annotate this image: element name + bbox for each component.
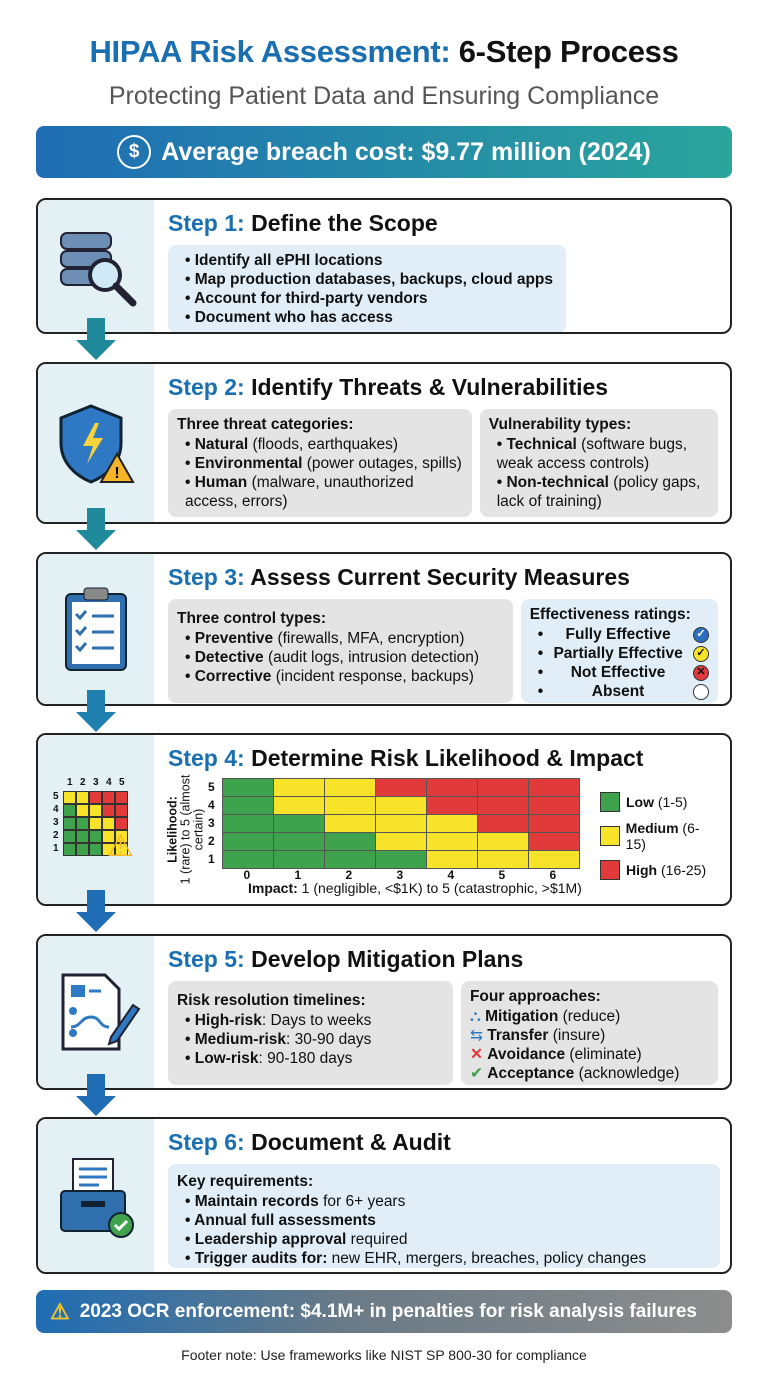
list-item: • Environmental (power outages, spills) [177, 454, 463, 473]
heatmap-cell [222, 850, 274, 869]
footer-note: Footer note: Use frameworks like NIST SP 800-30 for compliance [181, 1347, 587, 1363]
heatmap-cell [528, 814, 580, 833]
matrix-cell [89, 843, 102, 856]
heatmap-cell [324, 832, 376, 851]
heatmap-cell [375, 832, 427, 851]
matrix-cell [76, 804, 89, 817]
step-5-title: Step 5: Develop Mitigation Plans [168, 946, 524, 972]
x-tick-label: 4 [447, 868, 455, 882]
list-item: • Natural (floods, earthquakes) [177, 435, 463, 454]
heatmap-cell [426, 778, 478, 797]
y-axis-label: Likelihood: 1 (rare) to 5 (almost certain) [165, 774, 206, 885]
list-item: • Account for third-party vendors [177, 289, 557, 308]
matrix-cell [63, 804, 76, 817]
list-item: • Absent [530, 682, 709, 701]
heatmap-cell [375, 796, 427, 815]
heatmap-cell [477, 796, 529, 815]
hierarchy-icon: ⛬ [469, 1008, 481, 1025]
matrix-row-label: 4 [53, 803, 59, 815]
heatmap-cell [273, 832, 325, 851]
matrix-cell [76, 817, 89, 830]
control-types: Three control types: • Preventive (firewalls, MFA, encryption) • Detective (audit logs, intrusion detection) • Corrective (incident response, backups) [168, 599, 513, 703]
step-4-card [36, 733, 732, 906]
step-2-title: Step 2: Identify Threats & Vulnerabilities [168, 374, 609, 400]
four-approaches: Four approaches: ⛬ Mitigation (reduce) ⇆ Transfer (insure) ✕ Avoidance (eliminate) ✔ Acceptance (acknowledge) [461, 981, 718, 1085]
heatmap-cell [477, 850, 529, 869]
legend-item: High (16-25) [600, 860, 718, 880]
list-item: ⇆ Transfer (insure) [469, 1027, 606, 1044]
page-subtitle: Protecting Patient Data and Ensuring Compliance [108, 82, 660, 110]
scope-list [168, 245, 566, 333]
matrix-cell [115, 804, 128, 817]
matrix-cell [89, 817, 102, 830]
matrix-cell [89, 804, 102, 817]
heatmap-cell [375, 814, 427, 833]
heatmap-cell [222, 814, 274, 833]
list-item: • Corrective (incident response, backups) [177, 667, 504, 686]
heatmap-cell [324, 850, 376, 869]
list-item: • Detective (audit logs, intrusion detection) [177, 648, 504, 667]
list-item: • High-risk: Days to weeks [177, 1011, 444, 1030]
down-arrow-icon [76, 690, 116, 732]
matrix-col-label: 4 [106, 776, 112, 788]
heatmap-cell [222, 832, 274, 851]
key-requirements: Key requirements: • Maintain records for 6+ years • Annual full assessments • Leadership approval required • Trigger audits for: new EHR, mergers, breaches, policy changes [168, 1164, 720, 1268]
matrix-cell [115, 791, 128, 804]
heatmap-cell [477, 778, 529, 797]
list-item: • Low-risk: 90-180 days [177, 1049, 444, 1068]
y-tick-label: 1 [208, 852, 215, 866]
matrix-col-label: 5 [119, 776, 125, 788]
breach-cost-banner: $ Average breach cost: $9.77 million (2024) [36, 126, 732, 178]
list-item: ⛬ Mitigation (reduce) [469, 1008, 621, 1025]
y-tick-label: 4 [208, 798, 215, 812]
list-item: • Map production databases, backups, cloud apps [177, 270, 557, 289]
list-item: • Identify all ePHI locations [177, 251, 557, 270]
heatmap-cell [273, 778, 325, 797]
list-item: • Document who has access [177, 308, 557, 327]
x-tick-label: 2 [345, 868, 353, 882]
vulnerability-types: Vulnerability types: • Technical (software bugs, weak access controls) • Non-technical (policy gaps, lack of training) [480, 409, 718, 517]
database-search-icon [38, 200, 154, 332]
legend-item: Medium (6-15) [600, 820, 718, 852]
x-axis-label: Impact: 1 (negligible, <$1K) to 5 (catastrophic, >$1M) [248, 880, 582, 896]
matrix-cell [89, 791, 102, 804]
risk-heatmap [165, 774, 718, 896]
step-1-title: Step 1: Define the Scope [168, 210, 438, 236]
matrix-cell [102, 804, 115, 817]
dollar-icon: $ [117, 135, 151, 169]
shield-warning-icon [38, 364, 154, 522]
heatmap-cell [375, 778, 427, 797]
heatmap-cell [222, 778, 274, 797]
matrix-cell [63, 791, 76, 804]
down-arrow-icon [76, 318, 116, 360]
matrix-cell [102, 791, 115, 804]
page-title: HIPAA Risk Assessment: 6-Step Process [89, 34, 679, 69]
down-arrow-icon [76, 890, 116, 932]
heatmap-cell [324, 814, 376, 833]
heatmap-cell [477, 832, 529, 851]
step-4-title: Step 4: Determine Risk Likelihood & Impact [168, 745, 644, 771]
effectiveness-ratings: Effectiveness ratings: • Fully Effective ✓ • Partially Effective ✓ • Not Effective ✕ • Absent [521, 599, 718, 703]
hand-check-icon: ✔ [469, 1065, 483, 1082]
matrix-cell [63, 830, 76, 843]
step-3-card [36, 552, 732, 706]
matrix-row-label: 3 [53, 816, 59, 828]
check-blue-icon: ✓ [693, 627, 709, 643]
x-tick-label: 5 [498, 868, 506, 882]
step-5-card [36, 934, 732, 1090]
warning-icon: ⚠ [50, 1298, 70, 1324]
transfer-arrows-icon: ⇆ [469, 1027, 483, 1044]
heatmap-cell [426, 796, 478, 815]
matrix-col-label: 1 [67, 776, 73, 788]
list-item: • Human (malware, unauthorized access, errors) [177, 473, 463, 511]
archive-box-check-icon [38, 1119, 154, 1272]
matrix-col-label: 2 [80, 776, 86, 788]
list-item: • Partially Effective ✓ [530, 644, 709, 663]
matrix-cell [63, 817, 76, 830]
warning-icon: ⚠ [107, 829, 134, 863]
heatmap-cell [375, 850, 427, 869]
step-6-title: Step 6: Document & Audit [168, 1129, 451, 1155]
empty-circle-icon [693, 684, 709, 700]
matrix-row-label: 5 [53, 790, 59, 802]
enforcement-banner: ⚠ 2023 OCR enforcement: $4.1M+ in penalties for risk analysis failures [36, 1290, 732, 1333]
list-item: ✕ Avoidance (eliminate) [469, 1046, 642, 1063]
list-item: • Annual full assessments [177, 1211, 711, 1230]
heatmap-cell [222, 796, 274, 815]
y-tick-label: 2 [208, 834, 215, 848]
matrix-cell [63, 843, 76, 856]
check-yellow-icon: ✓ [693, 646, 709, 662]
matrix-row-label: 1 [53, 842, 59, 854]
list-item: • Not Effective ✕ [530, 663, 709, 682]
step-2-card [36, 362, 732, 524]
heatmap-cell [324, 778, 376, 797]
matrix-col-label: 3 [93, 776, 99, 788]
plan-pen-icon [38, 936, 154, 1088]
threat-categories: Three threat categories: • Natural (floods, earthquakes) • Environmental (power outages, spills) • Human (malware, unauthorized access, errors) [168, 409, 472, 517]
legend-item: Low (1-5) [600, 792, 718, 812]
list-item: • Maintain records for 6+ years [177, 1192, 711, 1211]
legend-swatch [600, 860, 620, 880]
heatmap-cell [273, 814, 325, 833]
heatmap-cell [273, 850, 325, 869]
step-1-card [36, 198, 732, 334]
legend-swatch [600, 792, 620, 812]
list-item: • Technical (software bugs, weak access controls) [489, 435, 709, 473]
down-arrow-icon [76, 508, 116, 550]
y-tick-label: 5 [208, 780, 215, 794]
heatmap-cell [528, 778, 580, 797]
list-item: • Leadership approval required [177, 1230, 711, 1249]
x-tick-label: 0 [243, 868, 251, 882]
x-icon: ✕ [469, 1046, 483, 1063]
list-item: • Non-technical (policy gaps, lack of training) [489, 473, 709, 511]
matrix-cell [76, 843, 89, 856]
heatmap-legend [600, 792, 718, 888]
list-item: • Trigger audits for: new EHR, mergers, breaches, policy changes [177, 1249, 711, 1268]
matrix-cell [76, 791, 89, 804]
y-tick-label: 3 [208, 816, 215, 830]
step-3-title: Step 3: Assess Current Security Measures [168, 564, 630, 590]
list-item: • Medium-risk: 30-90 days [177, 1030, 444, 1049]
step-6-card [36, 1117, 732, 1274]
clipboard-checklist-icon [38, 554, 154, 704]
matrix-cell [89, 830, 102, 843]
matrix-row-label: 2 [53, 829, 59, 841]
heatmap-cell [426, 814, 478, 833]
heatmap-cell [528, 796, 580, 815]
heatmap-cell [273, 796, 325, 815]
heatmap-cell [426, 832, 478, 851]
x-tick-label: 1 [294, 868, 302, 882]
svg-text:!: ! [114, 465, 120, 482]
list-item: • Fully Effective ✓ [530, 625, 709, 644]
heatmap-cell [528, 832, 580, 851]
matrix-cell [76, 830, 89, 843]
legend-swatch [600, 826, 620, 846]
x-tick-label: 6 [549, 868, 557, 882]
down-arrow-icon [76, 1074, 116, 1116]
risk-matrix-icon [38, 735, 154, 904]
heatmap-cell [324, 796, 376, 815]
x-tick-label: 3 [396, 868, 404, 882]
heatmap-cell [426, 850, 478, 869]
list-item: • Preventive (firewalls, MFA, encryption) [177, 629, 504, 648]
list-item: ✔ Acceptance (acknowledge) [469, 1065, 680, 1082]
x-red-icon: ✕ [693, 665, 709, 681]
heatmap-cell [528, 850, 580, 869]
resolution-timelines: Risk resolution timelines: • High-risk: Days to weeks • Medium-risk: 30-90 days • Low-risk: 90-180 days [168, 981, 453, 1085]
heatmap-cell [477, 814, 529, 833]
